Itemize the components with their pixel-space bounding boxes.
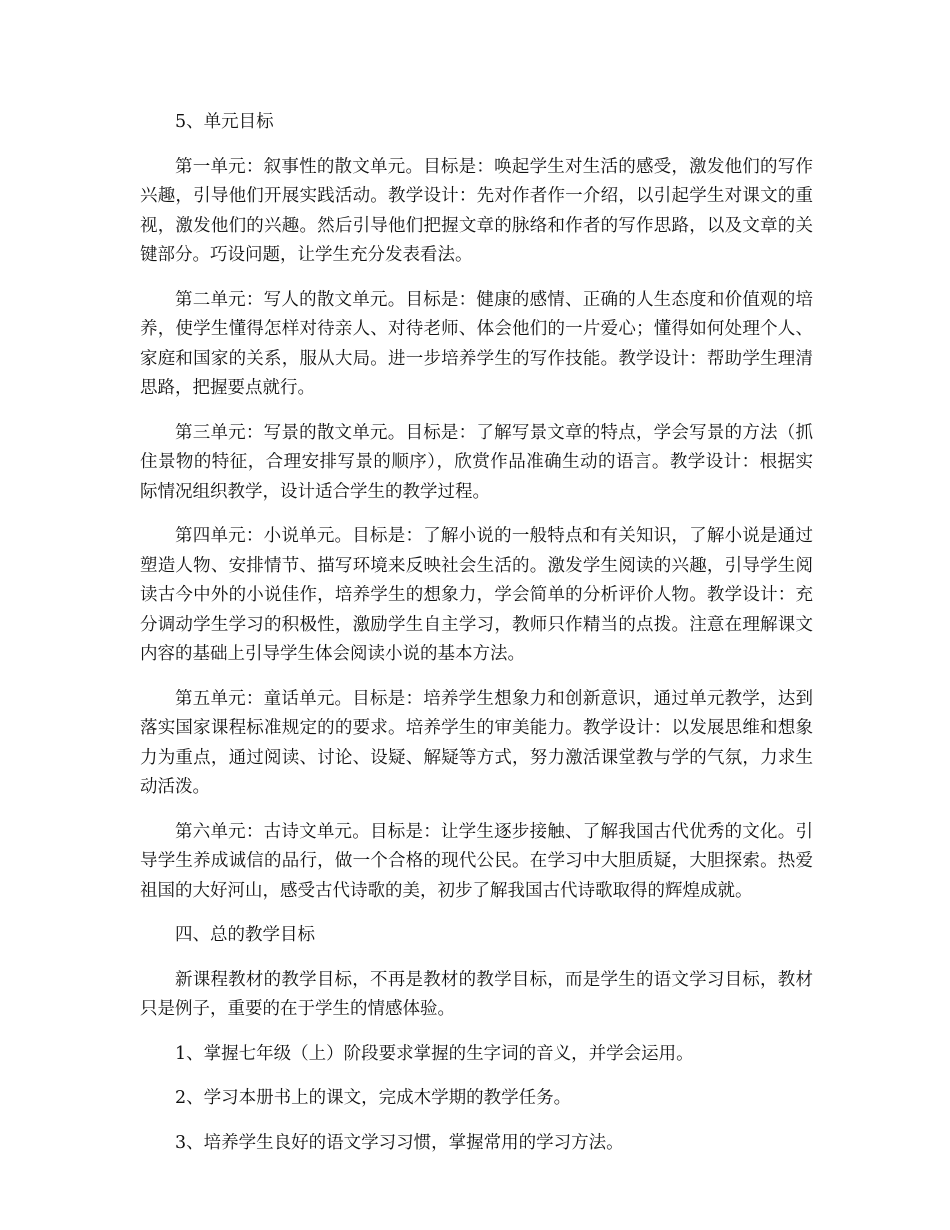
- paragraph-unit-4: 第四单元：小说单元。目标是：了解小说的一般特点和有关知识，了解小说是通过塑造人物、安排情节、描写环境来反映社会生活的。激发学生阅读的兴趣，引导学生阅读古今中外的小说佳作，培养学生的想象力，学会简单的分析评价人物。教学设计：充分调动学生学习的积极性，激励学生自主学习，教师只作精当的点拨。注意在理解课文内容的基础上引导学生体会阅读小说的基本方法。: [140, 526, 813, 664]
- paragraph-unit-1: 第一单元：叙事性的散文单元。目标是：唤起学生对生活的感受，激发他们的写作兴趣，引导他们开展实践活动。教学设计：先对作者作一介绍，以引起学生对课文的重视，激发他们的兴趣。然后引导他们把握文章的脉络和作者的写作思路，以及文章的关键部分。巧设问题，让学生充分发表看法。: [140, 156, 813, 265]
- paragraph-unit-6: 第六单元：古诗文单元。目标是：让学生逐步接触、了解我国古代优秀的文化。引导学生养成诚信的品行，做一个合格的现代公民。在学习中大胆质疑，大胆探索。热爱祖国的大好河山，感受古代诗歌的美，初步了解我国古代诗歌取得的辉煌成就。: [140, 821, 813, 901]
- list-item-goal-2: 2、学习本册书上的课文，完成木学期的教学任务。: [175, 1088, 572, 1108]
- list-item-goal-3: 3、培养学生良好的语文学习习惯，掌握常用的学习方法。: [175, 1132, 624, 1153]
- paragraph-unit-5: 第五单元：童话单元。目标是：培养学生想象力和创新意识，通过单元教学，达到落实国家课程标准规定的的要求。培养学生的审美能力。教学设计：以发展思维和想象力为重点，通过阅读、讨论、设疑、解疑等方式，努力激活课堂教与学的气氛，力求生动活泼。: [140, 688, 813, 797]
- paragraph-overall-intro: 新课程教材的教学目标，不再是教材的教学目标，而是学生的语文学习目标，教材只是例子，重要的在于学生的情感体验。: [140, 969, 813, 1019]
- section-heading-unit-goals: 5、单元目标: [175, 112, 274, 132]
- paragraph-unit-2: 第二单元：写人的散文单元。目标是：健康的感情、正确的人生态度和价值观的培养，使学生懂得怎样对待亲人、对待老师、体会他们的一片爱心；懂得如何处理个人、家庭和国家的关系，服从大局。进一步培养学生的写作技能。教学设计：帮助学生理清思路，把握要点就行。: [140, 289, 813, 398]
- paragraph-unit-3: 第三单元：写景的散文单元。目标是：了解写景文章的特点，学会写景的方法（抓住景物的特征，合理安排写景的顺序），欣赏作品准确生动的语言。教学设计：根据实际情况组织教学，设计适合学生的教学过程。: [140, 422, 813, 502]
- document-body: [140, 108, 813, 1173]
- section-heading-overall-goals: 四、总的教学目标: [175, 925, 315, 945]
- list-item-goal-1: 1、掌握七年级（上）阶段要求掌握的生字词的音义，并学会运用。: [175, 1043, 694, 1064]
